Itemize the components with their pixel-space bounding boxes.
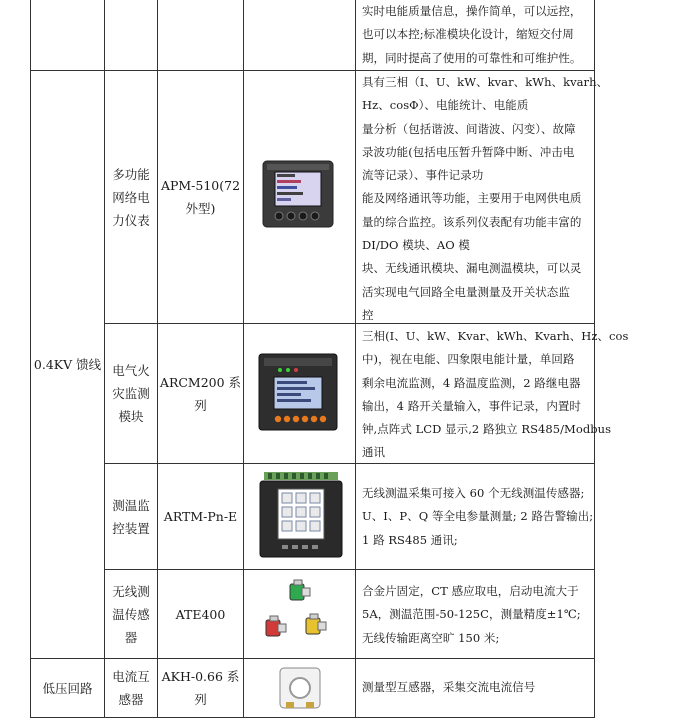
- model-line: AKH-0.66 系: [161, 669, 240, 684]
- model-line: ATE400: [175, 606, 226, 622]
- group-label: [31, 71, 104, 658]
- artm-device-photo: [258, 471, 344, 559]
- product-name-line: 感器: [118, 692, 144, 707]
- product-name-line: 网络电: [112, 189, 150, 205]
- model-line: 列: [194, 692, 207, 707]
- description-line: 实时电能质量信息，操作简单，可以远控，: [362, 4, 582, 18]
- product-name-line: 模块: [118, 409, 144, 424]
- group-label-text: 0.4KV 馈线: [33, 357, 102, 372]
- table-rule: [243, 0, 244, 718]
- product-name-line: 电流互: [112, 669, 150, 684]
- model-cell: [158, 71, 243, 323]
- group-label: [31, 659, 104, 717]
- description-line: 流等记录）、事件记录功: [362, 168, 484, 183]
- product-name-line: 器: [124, 629, 138, 645]
- product-name-cell: [105, 570, 157, 658]
- description-line: DI/DO 模块、AO 模: [362, 238, 470, 253]
- description-cell: [362, 325, 628, 465]
- description-line: 量分析（包括谐波、间谐波、闪变）、故障: [362, 121, 576, 136]
- description-cell: [362, 580, 581, 650]
- description-line: 控: [362, 307, 374, 322]
- description-line: 块、无线通讯模块、漏电测温模块，可以灵: [362, 261, 582, 276]
- table-rule: [355, 0, 356, 718]
- description-line: 5A，测温范围-50-125C，测量精度±1℃;: [362, 607, 581, 622]
- model-cell: [158, 570, 243, 658]
- description-line: 具有三相（I、U、kW、kvar、kWh、kvarh、: [362, 75, 609, 89]
- description-line: 能及网络通讯等功能，主要用于电网供电质: [362, 191, 582, 206]
- product-name-line: 灾监测: [112, 386, 150, 401]
- product-name-line: 多功能: [112, 166, 150, 182]
- product-name-line: 无线测: [112, 583, 150, 599]
- description-line: 也可以本控;标准模块化设计，缩短交付周: [362, 27, 574, 42]
- model-cell: [158, 324, 243, 463]
- description-line: 录波功能(包括电压暂升暂降中断、冲击电: [362, 144, 575, 159]
- model-line: 外型): [185, 201, 216, 216]
- description-line: 测量型互感器，采集交流电流信号: [362, 680, 536, 694]
- description-line: 期，同时提高了使用的可靠性和可维护性。: [362, 50, 582, 65]
- description-line: 无线传输距离空旷 150 米;: [362, 630, 500, 645]
- model-cell: [158, 659, 243, 717]
- description-line: 合金片固定，CT 感应取电，启动电流大于: [362, 584, 579, 598]
- description-line: Hz、cosΦ）、电能统计、电能质: [362, 98, 529, 113]
- description-line: 三相(I、U、kW、Kvar、kWh、Kvarh、Hz、cos: [362, 329, 629, 343]
- model-line: APM-510(72: [160, 178, 241, 193]
- product-name-line: 控装置: [112, 520, 150, 536]
- product-name-cell: [105, 464, 157, 569]
- description-cell: [362, 0, 581, 70]
- product-name-line: 电气火: [112, 363, 150, 378]
- product-name-line: 力仪表: [112, 212, 150, 228]
- akh-ct-photo: [276, 664, 324, 712]
- arcm200-monitor-photo: [258, 353, 338, 431]
- product-name-cell: [105, 659, 157, 717]
- description-cell: [362, 71, 608, 327]
- apm510-meter-photo: [262, 160, 334, 228]
- description-line: 剩余电流监测，4 路温度监测，2 路继电器: [362, 375, 581, 390]
- group-label-text: 低压回路: [42, 680, 93, 696]
- description-line: 中)，视在电能、四象限电能计量，单回路: [362, 352, 575, 367]
- model-cell: [158, 464, 243, 569]
- description-line: 输出，4 路开关量输入，事件记录，内置时: [362, 398, 581, 413]
- description-line: 通讯: [362, 445, 386, 460]
- description-cell: [362, 676, 535, 699]
- description-line: 量的综合监控。该系列仪表配有功能丰富的: [362, 214, 582, 229]
- model-line: ARCM200 系列: [159, 374, 242, 413]
- table-rule: [30, 717, 594, 718]
- product-name-cell: [105, 71, 157, 323]
- product-name-line: 温传感: [112, 606, 150, 622]
- description-cell: [362, 482, 593, 552]
- description-line: 1 路 RS485 通讯;: [362, 532, 458, 547]
- description-line: 无线测温采集可接入 60 个无线测温传感器;: [362, 486, 585, 500]
- description-line: 钟,点阵式 LCD 显示,2 路独立 RS485/Modbus: [362, 422, 612, 437]
- ate400-sensors-photo: [262, 578, 336, 650]
- description-line: 活实现电气回路全电量测量及开关状态监: [362, 284, 570, 299]
- model-line: ARTM-Pn-E: [163, 509, 238, 524]
- product-name-cell: [105, 324, 157, 463]
- description-line: U、I、P、Q 等全电参量测量; 2 路告警输出;: [362, 509, 594, 524]
- product-name-line: 测温监: [112, 497, 150, 513]
